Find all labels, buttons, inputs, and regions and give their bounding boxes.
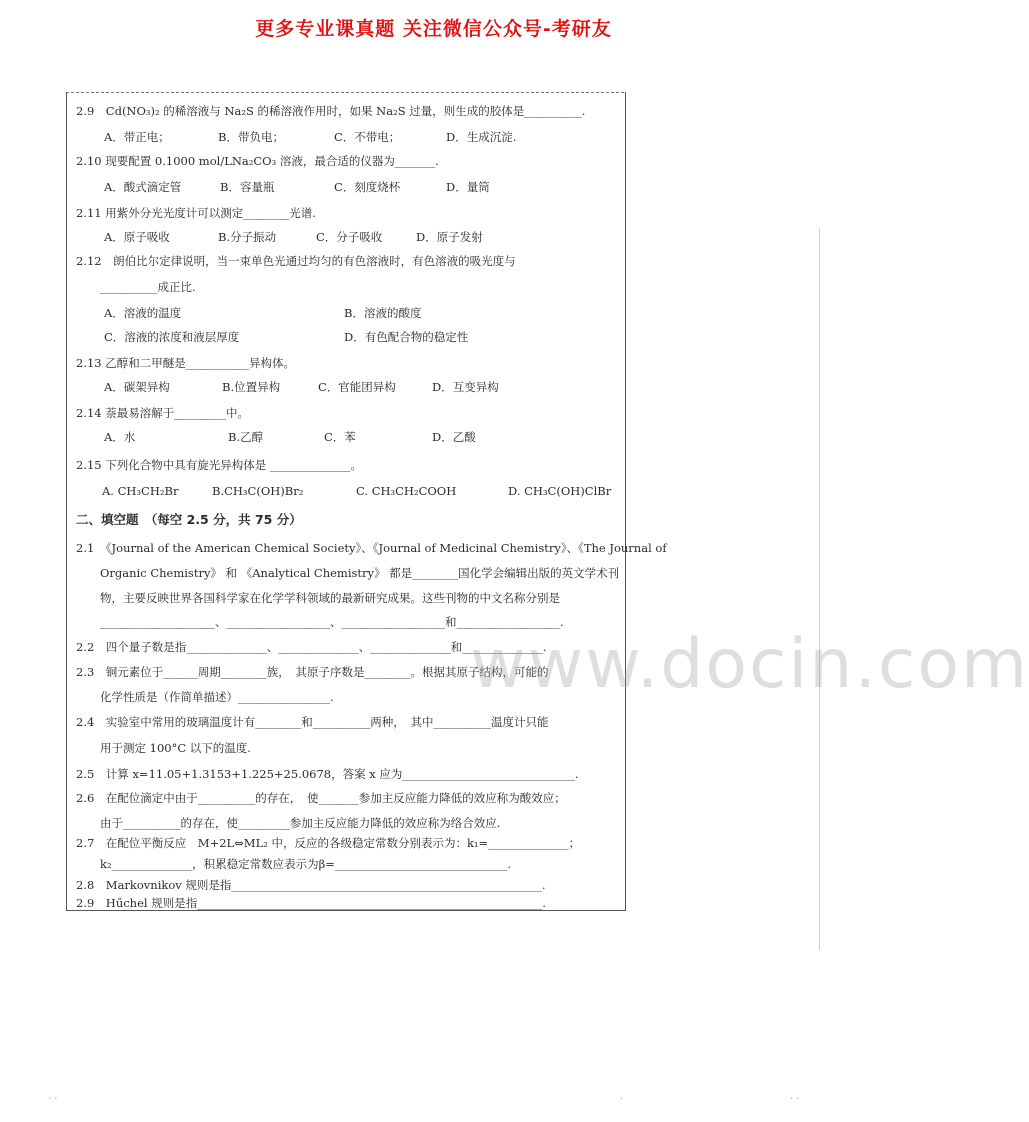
q211-option-a: A．原子吸收 [104, 230, 170, 244]
q212-option-a: A．溶液的温度 [104, 306, 182, 320]
q210-option-c: C．刻度烧杯 [334, 180, 401, 194]
scan-speck: · · [48, 1094, 58, 1105]
q213-option-d: D．互变异构 [432, 380, 499, 394]
fill-2-6-line-2: 由于__________的存在，使_________参加主反应能力降低的效应称为络合效应. [100, 816, 501, 830]
q212-option-d: D．有色配合物的稳定性 [344, 330, 469, 344]
q214-option-a: A．水 [104, 430, 136, 444]
fill-2-1-line-1: 2.1 《Journal of the American Chemical Society》、《Journal of Medicinal Chemistry》、《The Journal of [76, 541, 667, 555]
fill-2-3-line-2: 化学性质是（作简单描述）________________. [100, 690, 334, 704]
question-2-15: 2.15 下列化合物中具有旋光异构体是 ______________。 [76, 458, 362, 472]
fill-2-8: 2.8 Markovnikov 规则是指______________________________________________________. [76, 878, 546, 892]
question-2-14: 2.14 萘最易溶解于_________中。 [76, 406, 250, 420]
docin-watermark: www.docin.com [470, 625, 1029, 704]
fill-2-4-line-1: 2.4 实验室中常用的玻璃温度计有________和__________两种， 其中__________温度计只能 [76, 715, 549, 729]
q29-option-c: C．不带电； [334, 130, 401, 144]
q214-option-b: B.乙醇 [228, 430, 264, 444]
fill-2-1-line-3: 物，主要反映世界各国科学家在化学学科领域的最新研究成果。这些刊物的中文名称分别是 [100, 591, 560, 605]
q212-option-b: B．溶液的酸度 [344, 306, 422, 320]
q211-option-c: C．分子吸收 [316, 230, 383, 244]
q213-option-b: B.位置异构 [222, 380, 281, 394]
fill-2-1-line-4: ____________________、__________________、__________________和__________________. [100, 615, 564, 629]
fill-2-3-line-1: 2.3 铜元素位于______周期________族， 其原子序数是________。根据其原子结构，可能的 [76, 665, 549, 679]
question-2-13: 2.13 乙醇和二甲醚是___________异构体。 [76, 356, 296, 370]
question-2-11: 2.11 用紫外分光光度计可以测定________光谱. [76, 206, 316, 220]
section-heading: 二、填空题 （每空 2.5 分，共 75 分） [76, 512, 302, 527]
q211-option-d: D．原子发射 [416, 230, 483, 244]
q210-option-b: B．容量瓶 [220, 180, 275, 194]
q210-option-d: D．量筒 [446, 180, 490, 194]
fill-2-2: 2.2 四个量子数是指______________、______________、______________和______________. [76, 640, 547, 654]
scan-speck: · · [790, 1094, 800, 1105]
q213-option-c: C．官能团异构 [318, 380, 396, 394]
q211-option-b: B.分子振动 [218, 230, 277, 244]
question-2-12-cont: __________成正比. [100, 280, 196, 294]
fill-2-5: 2.5 计算 x=11.05+1.3153+1.225+25.0678，答案 x 应为______________________________. [76, 767, 579, 781]
q214-option-c: C．苯 [324, 430, 356, 444]
q215-option-a: A. CH₃CH₂Br [102, 484, 179, 498]
q215-option-d: D. CH₃C(OH)ClBr [508, 484, 612, 498]
fill-2-4-line-2: 用于测定 100°C 以下的温度. [100, 741, 251, 755]
q212-option-c: C．溶液的浓度和液层厚度 [104, 330, 240, 344]
q29-option-b: B．带负电； [218, 130, 284, 144]
fill-2-9: 2.9 Hűchel 规则是指____________________________________________________________. [76, 896, 546, 910]
question-2-9: 2.9 Cd(NO₃)₂ 的稀溶液与 Na₂S 的稀溶液作用时，如果 Na₂S 过量，则生成的胶体是__________. [76, 104, 586, 118]
fill-2-7-line-2: k₂______________，积累稳定常数应表示为β=______________________________. [100, 857, 512, 871]
fill-2-6-line-1: 2.6 在配位滴定中由于__________的存在， 使_______参加主反应能力降低的效应称为酸效应； [76, 791, 566, 805]
question-2-12: 2.12 朗伯比尔定律说明，当一束单色光通过均匀的有色溶液时，有色溶液的吸光度与 [76, 254, 516, 268]
fill-2-1-line-2: Organic Chemistry》 和 《Analytical Chemistry》 都是________国化学会编辑出版的英文学术刊 [100, 566, 620, 580]
q214-option-d: D．乙酸 [432, 430, 476, 444]
q213-option-a: A．碳架异构 [104, 380, 170, 394]
q29-option-a: A．带正电； [104, 130, 170, 144]
q210-option-a: A．酸式滴定管 [104, 180, 182, 194]
q215-option-b: B.CH₃C(OH)Br₂ [212, 484, 304, 498]
q29-option-d: D．生成沉淀. [446, 130, 517, 144]
question-2-10: 2.10 现要配置 0.1000 mol/LNa₂CO₃ 溶液，最合适的仪器为_______. [76, 154, 439, 168]
promo-banner: 更多专业课真题 关注微信公众号-考研友 [255, 18, 612, 40]
fill-2-7-line-1: 2.7 在配位平衡反应 M+2L⇔ML₂ 中，反应的各级稳定常数分别表示为：k₁=______________； [76, 836, 581, 850]
q215-option-c: C. CH₃CH₂COOH [356, 484, 457, 498]
page-edge-line [819, 228, 820, 950]
scan-speck: · [620, 1094, 624, 1105]
